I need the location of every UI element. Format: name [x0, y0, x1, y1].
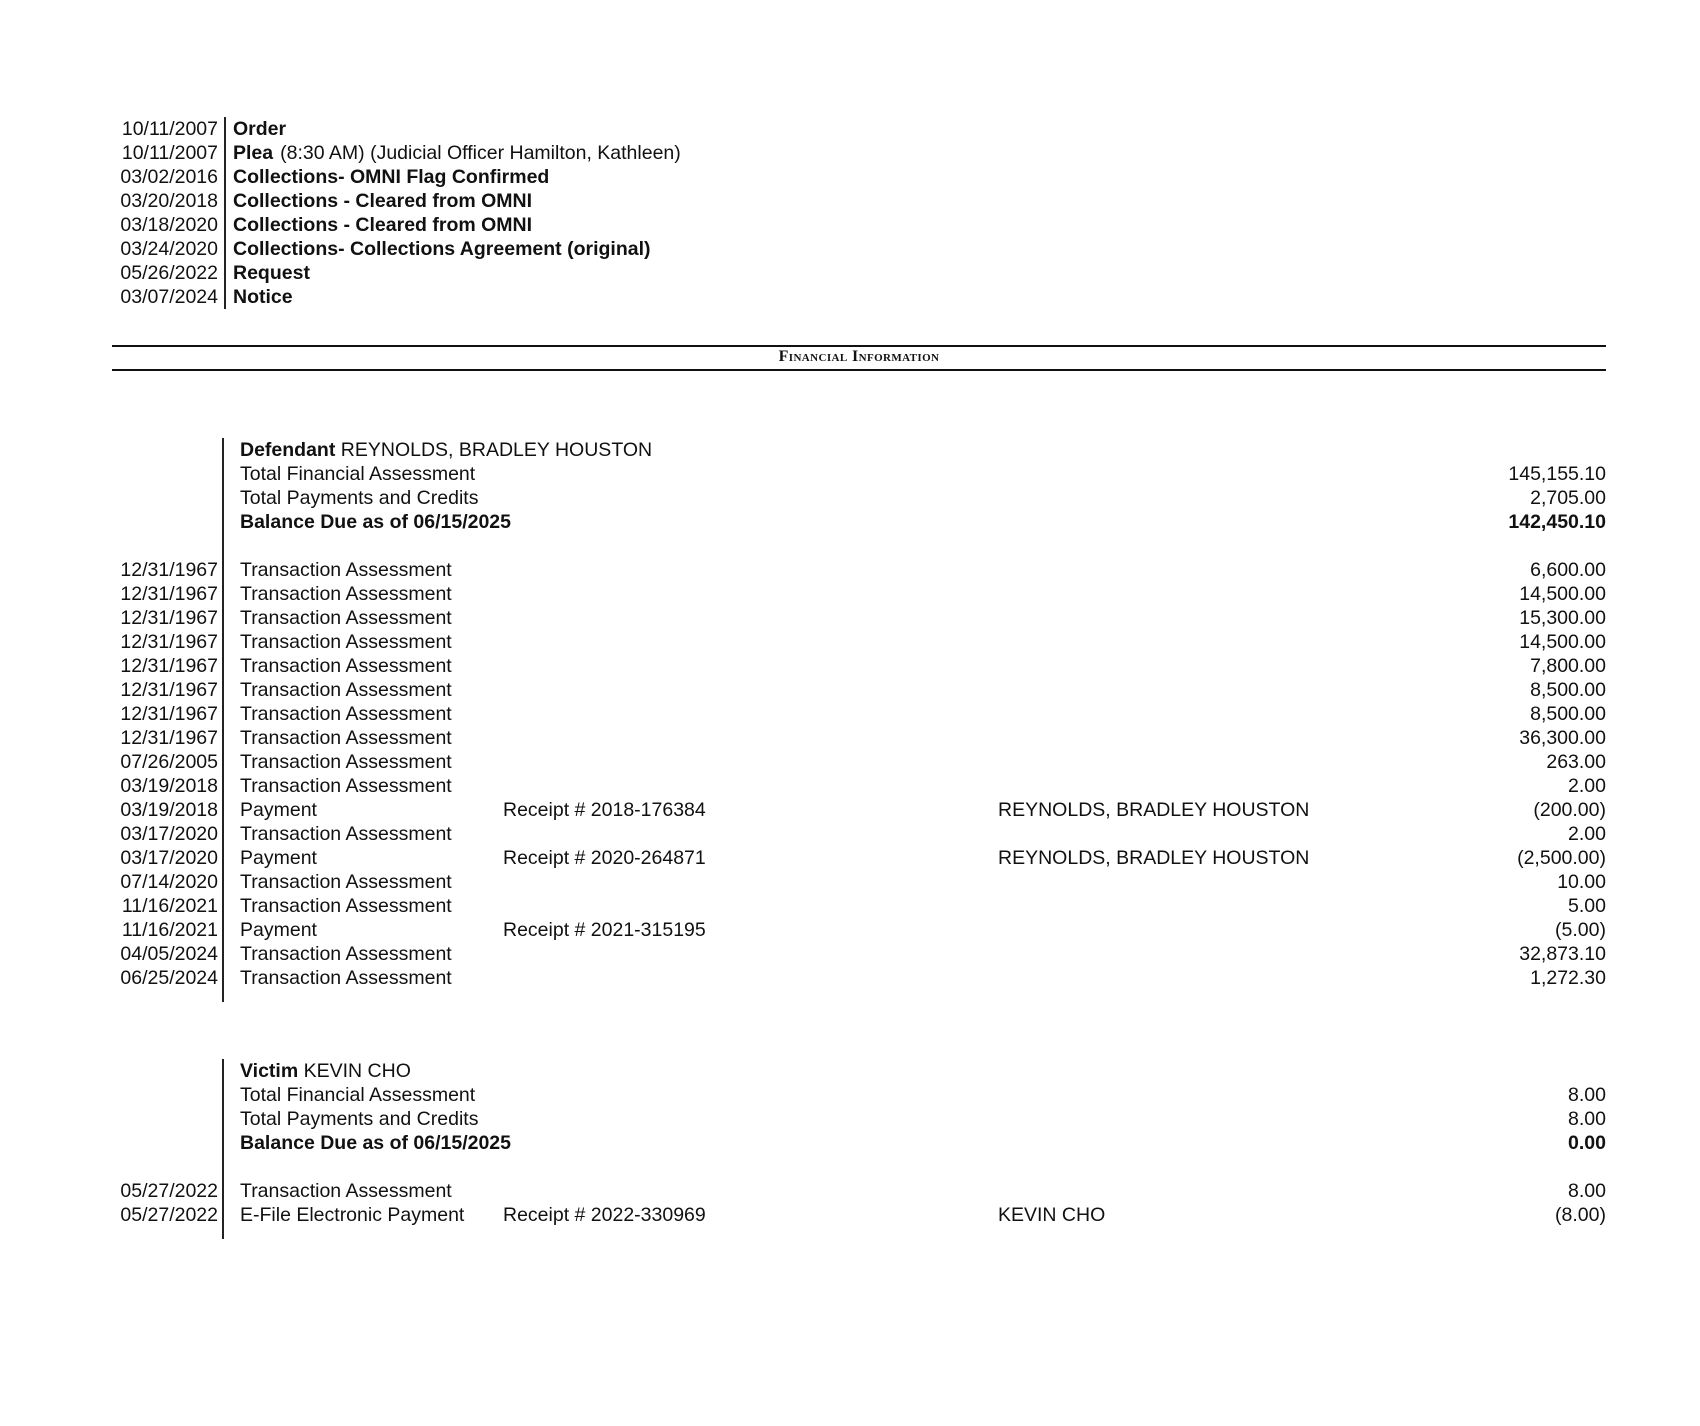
transaction-payor: [998, 750, 1366, 774]
transaction-date: 12/31/1967: [120, 703, 218, 725]
transaction-row: [112, 750, 1606, 774]
event-row: [112, 213, 681, 237]
balance-value: 142,450.10: [1508, 511, 1606, 533]
event-date: 10/11/2007: [112, 141, 226, 165]
event-date: 10/11/2007: [112, 117, 226, 141]
transaction-description: Transaction Assessment: [240, 1180, 452, 1202]
transaction-receipt: [503, 870, 998, 894]
transaction-payor: REYNOLDS, BRADLEY HOUSTON: [998, 799, 1310, 821]
transaction-payor: [998, 966, 1366, 990]
transaction-amount: 5.00: [1568, 895, 1606, 917]
divider-line: [222, 1059, 224, 1239]
transaction-row: [112, 774, 1606, 798]
event-row: [112, 189, 681, 213]
event-title: Collections - Cleared from OMNI: [233, 190, 533, 212]
transaction-amount: 2.00: [1568, 775, 1606, 797]
transaction-payor: [998, 582, 1366, 606]
transaction-date: 11/16/2021: [121, 895, 218, 917]
transaction-amount: 8,500.00: [1530, 703, 1606, 725]
transaction-receipt: [503, 822, 998, 846]
transaction-payor: KEVIN CHO: [998, 1204, 1106, 1226]
transaction-date: 06/25/2024: [120, 967, 218, 989]
transaction-receipt: [503, 1179, 998, 1203]
event-row: [112, 117, 681, 141]
transaction-row: [112, 606, 1606, 630]
transaction-date: 04/05/2024: [120, 943, 218, 965]
transaction-amount: 1,272.30: [1530, 967, 1606, 989]
transaction-receipt: [503, 558, 998, 582]
transaction-amount: (200.00): [1533, 799, 1606, 821]
transaction-description: Transaction Assessment: [240, 895, 452, 917]
event-row: [112, 165, 681, 189]
transaction-row: [112, 966, 1606, 990]
transaction-receipt: [503, 750, 998, 774]
total-payments-row: [112, 1107, 1606, 1131]
transaction-receipt: [503, 702, 998, 726]
transaction-description: Payment: [240, 799, 317, 821]
total-assessment-row: [112, 1083, 1606, 1107]
transaction-amount: 8,500.00: [1530, 679, 1606, 701]
transaction-row: [112, 798, 1606, 822]
event-date: 03/18/2020: [112, 213, 226, 237]
event-date: 03/02/2016: [112, 165, 226, 189]
transaction-description: Transaction Assessment: [240, 775, 452, 797]
party-header: [112, 1059, 1606, 1083]
transaction-date: 03/19/2018: [120, 799, 218, 821]
transaction-row: [112, 870, 1606, 894]
transaction-payor: [998, 654, 1366, 678]
transaction-description: Payment: [240, 847, 317, 869]
transaction-amount: 15,300.00: [1519, 607, 1606, 629]
section-rule-bottom: [112, 369, 1606, 371]
transaction-payor: [998, 942, 1366, 966]
transaction-description: Transaction Assessment: [240, 583, 452, 605]
transaction-date: 03/17/2020: [120, 823, 218, 845]
transaction-date: 12/31/1967: [120, 559, 218, 581]
transaction-list: [112, 558, 1606, 990]
transaction-payor: [998, 726, 1366, 750]
transaction-payor: [998, 678, 1366, 702]
transaction-amount: 263.00: [1546, 751, 1606, 773]
transaction-receipt: Receipt # 2020-264871: [503, 847, 706, 869]
transaction-row: [112, 846, 1606, 870]
event-detail: (8:30 AM) (Judicial Officer Hamilton, Kathleen): [280, 142, 681, 164]
total-payments-value: 2,705.00: [1530, 487, 1606, 509]
transaction-payor: [998, 558, 1366, 582]
transaction-description: Transaction Assessment: [240, 679, 452, 701]
total-payments-label: Total Payments and Credits: [240, 487, 479, 509]
transaction-payor: [998, 894, 1366, 918]
transaction-row: [112, 630, 1606, 654]
transaction-description: Transaction Assessment: [240, 967, 452, 989]
transaction-description: Transaction Assessment: [240, 727, 452, 749]
transaction-receipt: [503, 966, 998, 990]
section-heading: Financial Information: [778, 348, 940, 365]
transaction-row: [112, 726, 1606, 750]
transaction-amount: 14,500.00: [1519, 583, 1606, 605]
balance-value: 0.00: [1568, 1132, 1606, 1154]
party-role: Defendant: [240, 439, 336, 461]
transaction-receipt: [503, 654, 998, 678]
transaction-date: 12/31/1967: [120, 655, 218, 677]
transaction-row: [112, 558, 1606, 582]
balance-label: Balance Due as of 06/15/2025: [240, 1132, 511, 1154]
event-date: 05/26/2022: [112, 261, 226, 285]
event-title: Collections- Collections Agreement (original): [233, 238, 651, 260]
transaction-amount: 36,300.00: [1519, 727, 1606, 749]
event-row: [112, 237, 681, 261]
transaction-amount: (5.00): [1555, 919, 1606, 941]
transaction-payor: [998, 918, 1366, 942]
balance-label: Balance Due as of 06/15/2025: [240, 511, 511, 533]
transaction-payor: [998, 1179, 1366, 1203]
transaction-row: [112, 654, 1606, 678]
event-date: 03/20/2018: [112, 189, 226, 213]
party-name: REYNOLDS, BRADLEY HOUSTON: [340, 439, 653, 461]
transaction-date: 07/26/2005: [120, 751, 218, 773]
transaction-amount: 32,873.10: [1519, 943, 1606, 965]
balance-row: [112, 510, 1606, 534]
balance-row: [112, 1131, 1606, 1155]
total-assessment-label: Total Financial Assessment: [240, 1084, 476, 1106]
transaction-date: 12/31/1967: [120, 583, 218, 605]
event-row: [112, 261, 681, 285]
transaction-row: [112, 918, 1606, 942]
event-title: Notice: [233, 286, 293, 308]
transaction-description: Transaction Assessment: [240, 559, 452, 581]
total-assessment-value: 8.00: [1568, 1084, 1606, 1106]
party-header: [112, 438, 1606, 462]
transaction-description: Payment: [240, 919, 317, 941]
total-assessment-label: Total Financial Assessment: [240, 463, 476, 485]
transaction-payor: REYNOLDS, BRADLEY HOUSTON: [998, 847, 1310, 869]
transaction-date: 12/31/1967: [120, 631, 218, 653]
transaction-row: [112, 582, 1606, 606]
transaction-receipt: Receipt # 2022-330969: [503, 1204, 706, 1226]
transaction-date: 11/16/2021: [121, 919, 218, 941]
event-title: Request: [233, 262, 310, 284]
transaction-date: 12/31/1967: [120, 679, 218, 701]
total-payments-label: Total Payments and Credits: [240, 1108, 479, 1130]
transaction-date: 05/27/2022: [120, 1180, 218, 1202]
event-title: Order: [233, 118, 287, 140]
transaction-amount: (2,500.00): [1517, 847, 1606, 869]
transaction-list: [112, 1179, 1606, 1227]
transaction-row: [112, 822, 1606, 846]
transaction-description: Transaction Assessment: [240, 823, 452, 845]
transaction-description: Transaction Assessment: [240, 751, 452, 773]
event-date: 03/24/2020: [112, 237, 226, 261]
transaction-row: [112, 1179, 1606, 1203]
transaction-amount: (8.00): [1555, 1204, 1606, 1226]
transaction-date: 12/31/1967: [120, 727, 218, 749]
transaction-amount: 10.00: [1557, 871, 1606, 893]
transaction-receipt: [503, 606, 998, 630]
transaction-amount: 14,500.00: [1519, 631, 1606, 653]
transaction-payor: [998, 774, 1366, 798]
event-title: Collections- OMNI Flag Confirmed: [233, 166, 550, 188]
victim-financial-block: [112, 1059, 1606, 1227]
party-role: Victim: [240, 1060, 299, 1082]
total-payments-value: 8.00: [1568, 1108, 1606, 1130]
section-rule-top: [112, 345, 1606, 347]
total-payments-row: [112, 486, 1606, 510]
transaction-row: [112, 702, 1606, 726]
transaction-row: [112, 1203, 1606, 1227]
event-row: [112, 141, 681, 165]
transaction-amount: 6,600.00: [1530, 559, 1606, 581]
transaction-receipt: [503, 942, 998, 966]
transaction-row: [112, 678, 1606, 702]
transaction-description: Transaction Assessment: [240, 607, 452, 629]
transaction-receipt: [503, 678, 998, 702]
transaction-row: [112, 894, 1606, 918]
event-title: Collections - Cleared from OMNI: [233, 214, 533, 236]
party-name: KEVIN CHO: [303, 1060, 411, 1082]
transaction-amount: 7,800.00: [1530, 655, 1606, 677]
transaction-receipt: [503, 726, 998, 750]
transaction-payor: [998, 702, 1366, 726]
transaction-description: Transaction Assessment: [240, 631, 452, 653]
transaction-date: 05/27/2022: [120, 1204, 218, 1226]
transaction-receipt: [503, 774, 998, 798]
transaction-date: 12/31/1967: [120, 607, 218, 629]
transaction-date: 03/17/2020: [120, 847, 218, 869]
transaction-payor: [998, 870, 1366, 894]
transaction-amount: 2.00: [1568, 823, 1606, 845]
events-list: [112, 117, 681, 309]
transaction-date: 07/14/2020: [120, 871, 218, 893]
transaction-description: Transaction Assessment: [240, 943, 452, 965]
total-assessment-row: [112, 462, 1606, 486]
transaction-payor: [998, 606, 1366, 630]
transaction-receipt: [503, 894, 998, 918]
event-title: Plea: [233, 142, 274, 164]
total-assessment-value: 145,155.10: [1508, 463, 1606, 485]
transaction-receipt: Receipt # 2021-315195: [503, 919, 706, 941]
transaction-amount: 8.00: [1568, 1180, 1606, 1202]
defendant-financial-block: [112, 438, 1606, 990]
transaction-receipt: Receipt # 2018-176384: [503, 799, 706, 821]
transaction-payor: [998, 822, 1366, 846]
transaction-description: Transaction Assessment: [240, 871, 452, 893]
transaction-payor: [998, 630, 1366, 654]
transaction-description: Transaction Assessment: [240, 703, 452, 725]
transaction-receipt: [503, 582, 998, 606]
divider-line: [222, 438, 224, 1002]
event-date: 03/07/2024: [112, 285, 226, 309]
transaction-row: [112, 942, 1606, 966]
transaction-date: 03/19/2018: [120, 775, 218, 797]
transaction-description: E-File Electronic Payment: [240, 1204, 465, 1226]
event-row: [112, 285, 681, 309]
transaction-description: Transaction Assessment: [240, 655, 452, 677]
transaction-receipt: [503, 630, 998, 654]
